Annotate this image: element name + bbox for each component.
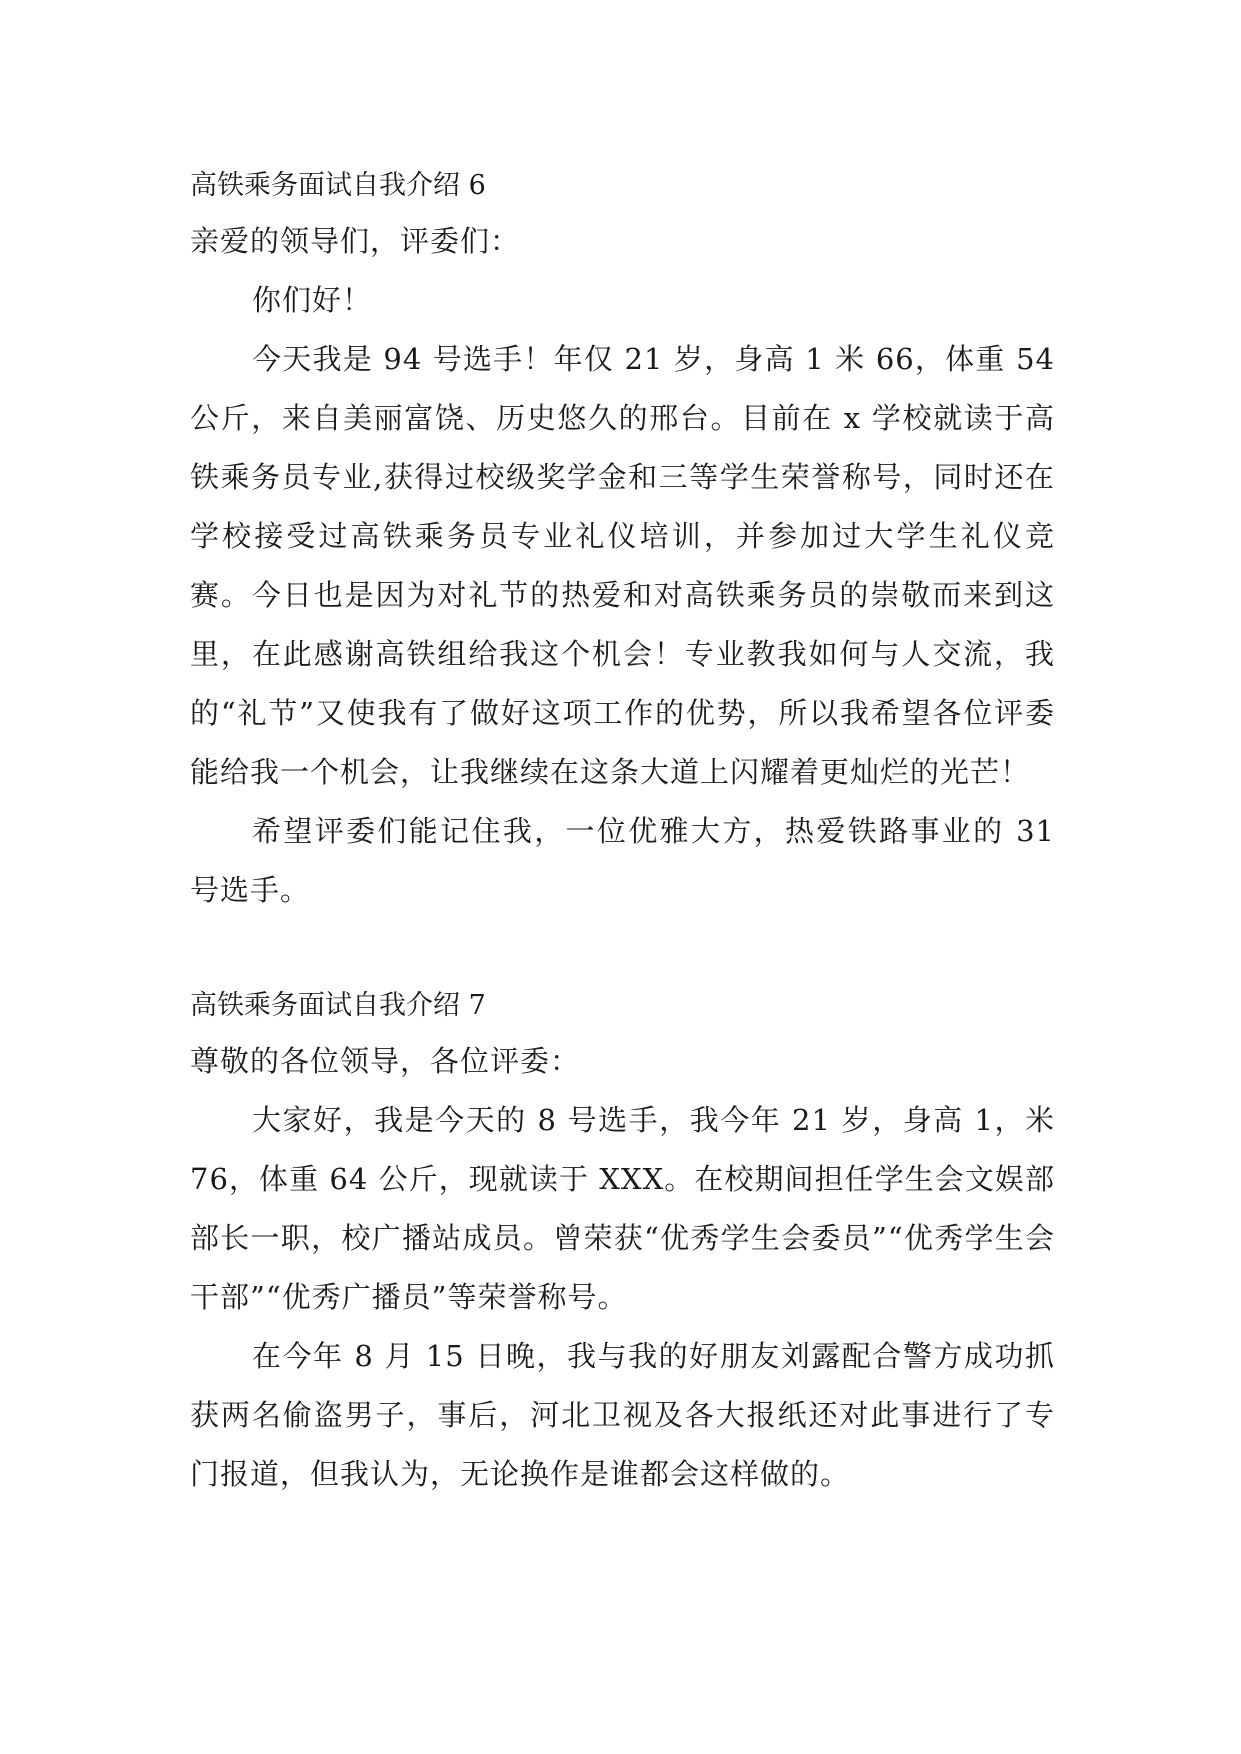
document-page [190, 160, 1055, 1504]
greeting-paragraph: 你们好！ [252, 283, 373, 317]
body-paragraph: 在今年 8 月 15 日晚，我与我的好朋友刘露配合警方成功抓获两名偷盗男子，事后，河北卫视及各大报纸还对此事进行了专门报道，但我认为，无论换作是谁都会这样做的。 [190, 1339, 1055, 1491]
section-7 [190, 980, 1055, 1504]
closing-paragraph: 希望评委们能记住我，一位优雅大方，热爱铁路事业的 31 号选手。 [190, 814, 1055, 907]
salutation: 亲爱的领导们，评委们： [190, 224, 521, 258]
body-paragraph: 今天我是 94 号选手！年仅 21 岁，身高 1 米 66，体重 54 公斤，来自美丽富饶、历史悠久的邢台。目前在 x 学校就读于高铁乘务员专业,获得过校级奖学金和三等学生荣誉称号，同时还在学校接受过高铁乘务员专业礼仪培训，并参加过大学生礼仪竞赛。今日也是因为对礼节的热爱和对高铁乘务员的崇敬而来到这里，在此感谢高铁组给我这个机会！专业教我如何与人交流，我的“礼节”又使我有了做好这项工作的优势，所以我希望各位评委能给我一个机会，让我继续在这条大道上闪耀着更灿烂的光芒！ [190, 342, 1055, 789]
section-6 [190, 160, 1055, 920]
section-divider-space [190, 920, 1055, 980]
section-title: 高铁乘务面试自我介绍 7 [190, 990, 486, 1021]
salutation: 尊敬的各位领导，各位评委： [190, 1044, 581, 1078]
body-paragraph: 大家好，我是今天的 8 号选手，我今年 21 岁，身高 1，米 76，体重 64 公斤，现就读于 XXX。在校期间担任学生会文娱部部长一职，校广播站成员。曾荣获“优秀学生会委员”“优秀学生会干部”“优秀广播员”等荣誉称号。 [190, 1103, 1055, 1314]
section-title: 高铁乘务面试自我介绍 6 [190, 170, 486, 201]
